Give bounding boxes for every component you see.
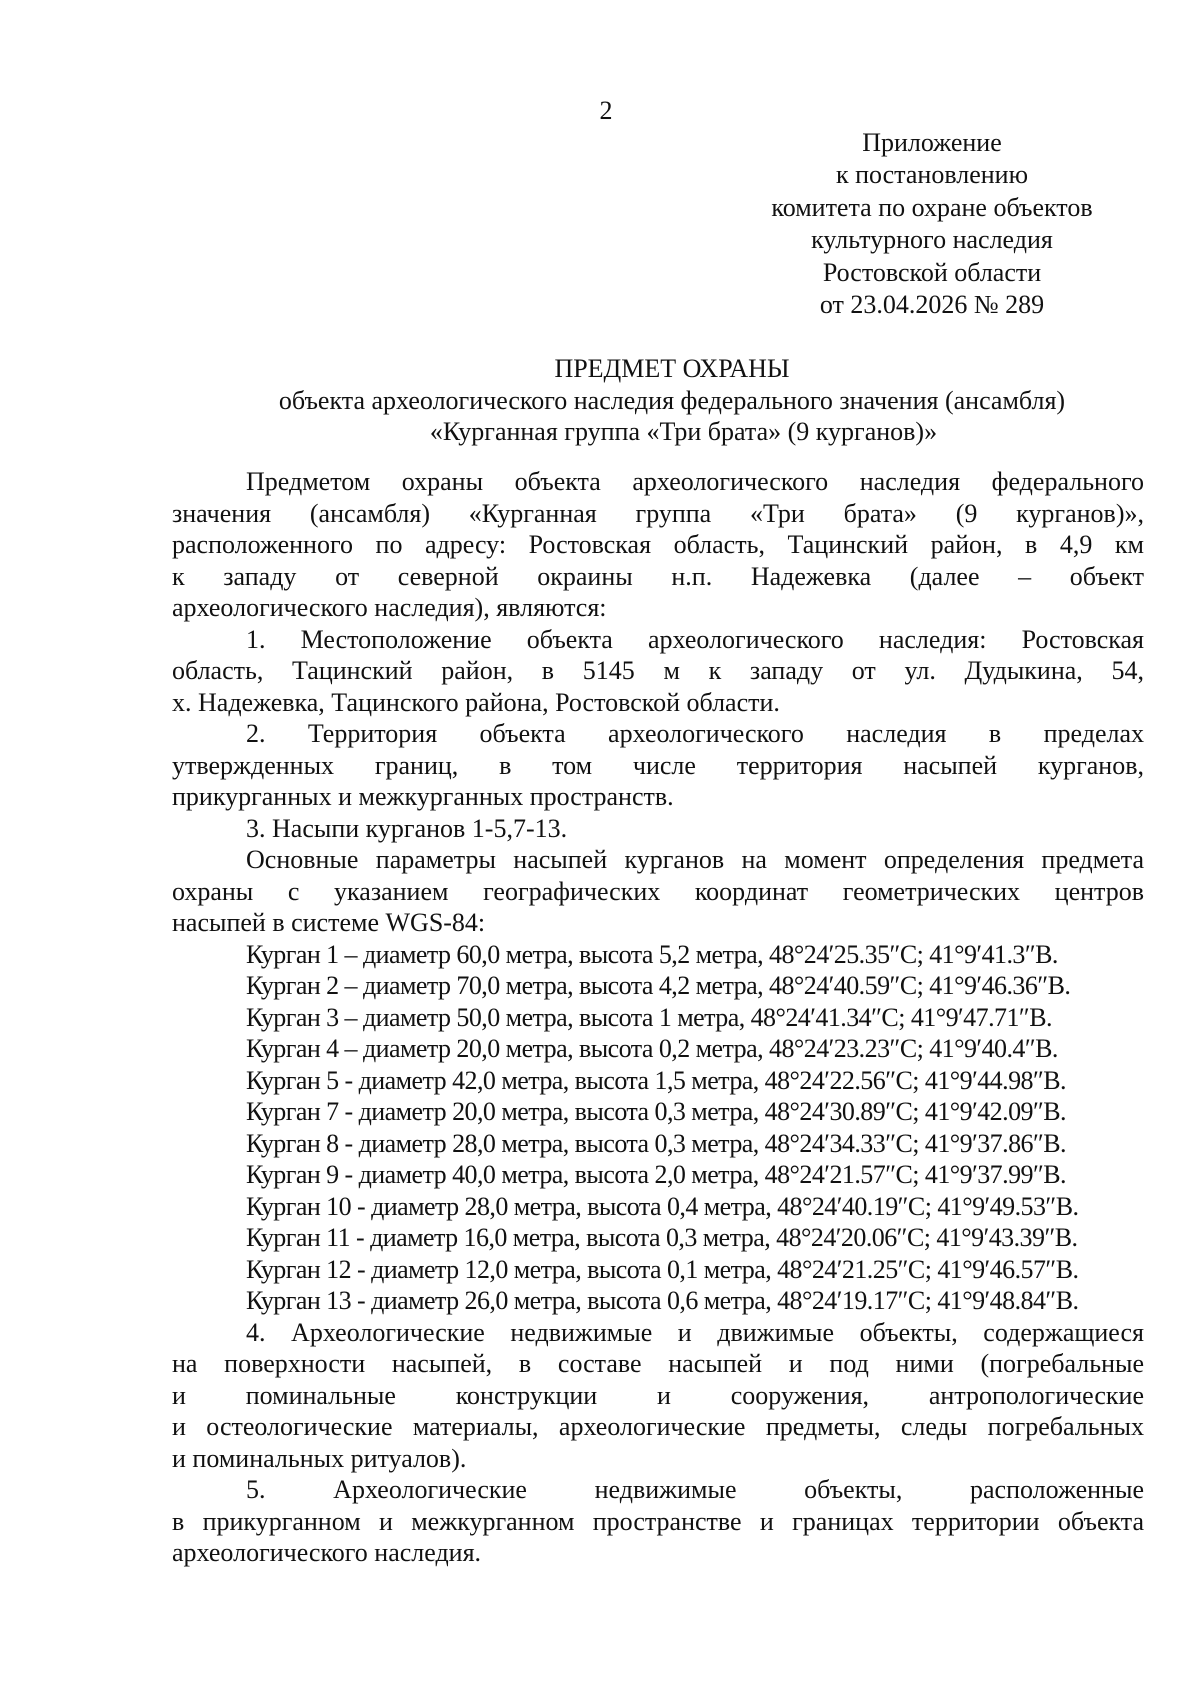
- text-line: и поминальных ритуалов).: [172, 1443, 467, 1473]
- appendix-block: [752, 127, 1112, 321]
- text-line: археологического наследия), являются:: [172, 593, 607, 622]
- item-immovable-objects: [172, 1474, 1144, 1569]
- mound-entry: Курган 12 - диаметр 12,0 метра, высота 0,1 метра, 48°24′21.25″С; 41°9′46.57″В.: [246, 1254, 1079, 1284]
- text-line: археологического наследия.: [172, 1538, 482, 1567]
- appendix-line: комитета по охране объектов: [771, 192, 1093, 222]
- text-line: и поминальные конструкции и сооружения, антропологические: [172, 1380, 1144, 1410]
- document-heading: [172, 353, 1172, 448]
- text-line: прикурганных и межкурганных пространств.: [172, 782, 674, 811]
- item-archaeological-objects: [172, 1317, 1144, 1475]
- mound-entry: Курган 11 - диаметр 16,0 метра, высота 0,3 метра, 48°24′20.06″С; 41°9′43.39″В.: [246, 1223, 1078, 1252]
- text-line: 1. Местоположение объекта археологического наследия: Ростовская: [246, 624, 1144, 654]
- document-body: [172, 466, 1144, 1569]
- heading-subtitle: объекта археологического наследия федерального значения (ансамбля): [278, 385, 1066, 415]
- mound-entry: Курган 13 - диаметр 26,0 метра, высота 0,6 метра, 48°24′19.17″С; 41°9′48.84″В.: [246, 1286, 1079, 1315]
- appendix-line: Приложение: [862, 128, 1002, 157]
- appendix-line: к постановлению: [835, 160, 1029, 190]
- mound-entry: Курган 4 – диаметр 20,0 метра, высота 0,2 метра, 48°24′23.23″С; 41°9′40.4″В.: [246, 1034, 1058, 1063]
- text-line: и остеологические материалы, археологические предметы, следы погребальных: [172, 1412, 1144, 1441]
- appendix-line: культурного наследия: [811, 225, 1053, 255]
- text-line: на поверхности насыпей, в составе насыпей и под ними (погребальные: [172, 1349, 1144, 1378]
- item-location: [172, 624, 1144, 719]
- appendix-line: Ростовской области: [822, 257, 1042, 287]
- item-territory: [172, 718, 1144, 813]
- text-line: область, Тацинский район, в 5145 м к западу от ул. Дудыкина, 54,: [172, 656, 1144, 685]
- mound-entry: Курган 5 - диаметр 42,0 метра, высота 1,5 метра, 48°24′22.56″С; 41°9′44.98″В.: [246, 1065, 1066, 1095]
- mound-entry: Курган 1 – диаметр 60,0 метра, высота 5,2 метра, 48°24′25.35″С; 41°9′41.3″В.: [246, 939, 1058, 969]
- heading-object-name: «Курганная группа «Три брата» (9 курганов)»: [429, 417, 938, 446]
- mound-entry: Курган 9 - диаметр 40,0 метра, высота 2,0 метра, 48°24′21.57″С; 41°9′37.99″В.: [246, 1160, 1066, 1189]
- parameters-paragraph: [172, 844, 1144, 939]
- intro-paragraph: [172, 466, 1144, 624]
- text-line: расположенного по адресу: Ростовская область, Тацинский район, в 4,9 км: [172, 530, 1144, 559]
- page-number: 2: [599, 96, 613, 125]
- text-line: 4. Археологические недвижимые и движимые объекты, содержащиеся: [246, 1317, 1144, 1347]
- text-line: х. Надежевка, Тацинского района, Ростовской области.: [172, 687, 780, 717]
- item-mounds: 3. Насыпи курганов 1-5,7-13.: [246, 813, 568, 843]
- mound-entry: Курган 10 - диаметр 28,0 метра, высота 0,4 метра, 48°24′40.19″С; 41°9′49.53″В.: [246, 1191, 1079, 1221]
- mound-list: [172, 939, 1144, 1317]
- mound-entry: Курган 2 – диаметр 70,0 метра, высота 4,2 метра, 48°24′40.59″С; 41°9′46.36″В.: [246, 971, 1071, 1000]
- document-title: ПРЕДМЕТ ОХРАНЫ: [554, 354, 790, 383]
- text-line: 5. Археологические недвижимые объекты, расположенные: [246, 1475, 1144, 1504]
- text-line: насыпей в системе WGS-84:: [172, 908, 486, 937]
- text-line: Основные параметры насыпей курганов на момент определения предмета: [246, 845, 1144, 874]
- text-line: Предметом охраны объекта археологического наследия федерального: [246, 467, 1144, 496]
- mound-entry: Курган 3 – диаметр 50,0 метра, высота 1 метра, 48°24′41.34″С; 41°9′47.71″В.: [246, 1002, 1052, 1032]
- mound-entry: Курган 8 - диаметр 28,0 метра, высота 0,3 метра, 48°24′34.33″С; 41°9′37.86″В.: [246, 1128, 1066, 1158]
- text-line: утвержденных границ, в том числе территория насыпей курганов,: [172, 750, 1144, 780]
- appendix-line: от 23.04.2026 № 289: [819, 289, 1045, 319]
- text-line: охраны с указанием географических координат геометрических центров: [172, 876, 1144, 906]
- text-line: 2. Территория объекта археологического наследия в пределах: [246, 719, 1144, 748]
- mound-entry: Курган 7 - диаметр 20,0 метра, высота 0,3 метра, 48°24′30.89″С; 41°9′42.09″В.: [246, 1097, 1066, 1126]
- text-line: значения (ансамбля) «Курганная группа «Три брата» (9 курганов)»,: [172, 498, 1144, 528]
- text-line: к западу от северной окраины н.п. Надежевка (далее – объект: [172, 561, 1144, 591]
- text-line: в прикурганном и межкурганном пространстве и границах территории объекта: [172, 1506, 1144, 1536]
